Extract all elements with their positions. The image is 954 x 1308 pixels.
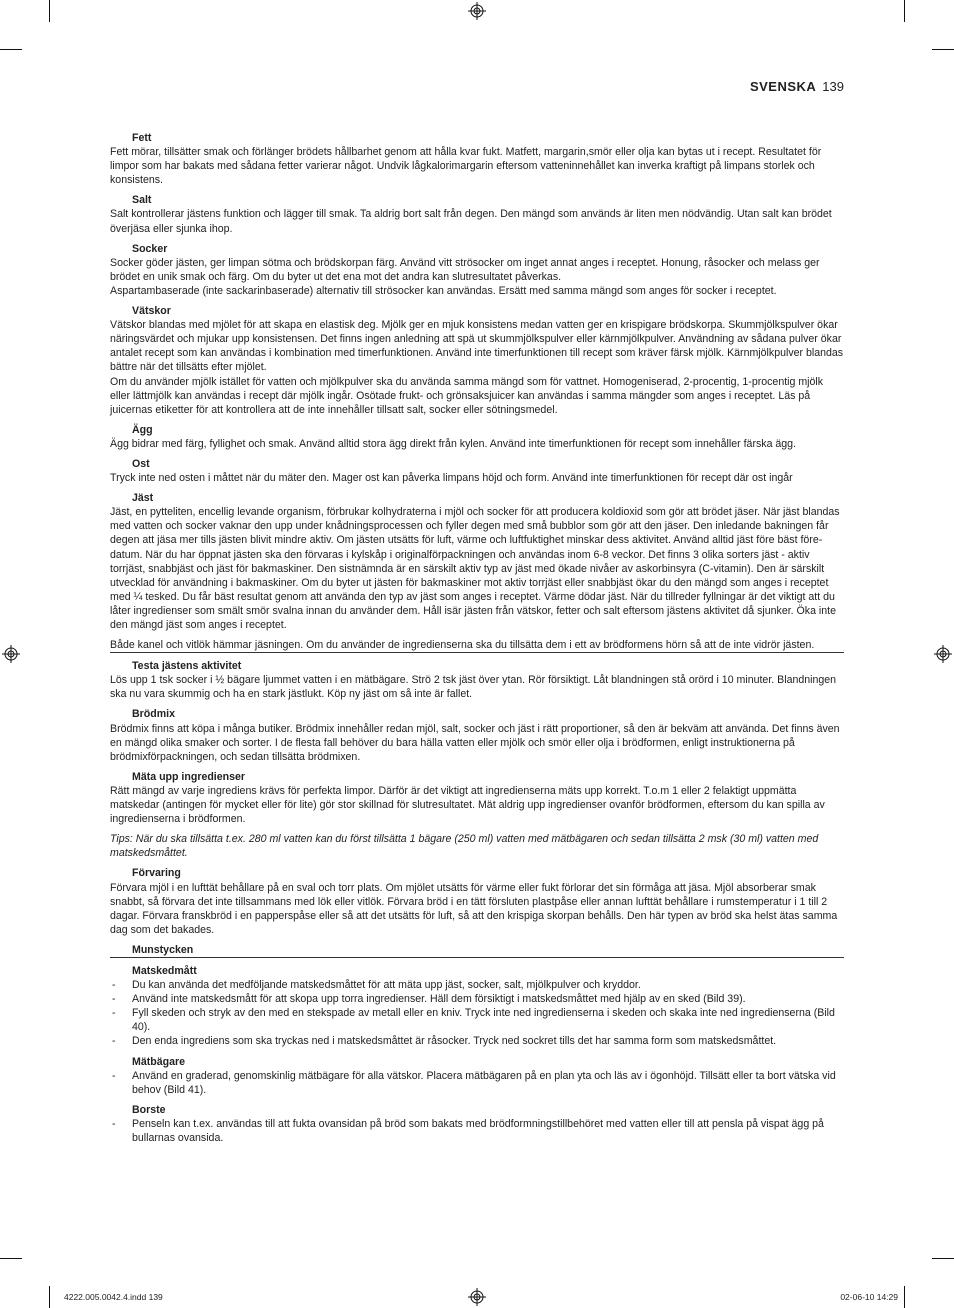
document-body <box>110 131 844 1151</box>
warning-note: Både kanel och vitlök hämmar jäsningen. Om du använder de ingredienserna ska du tillsätta dem i ett av brödformens hörn så att de inte vidrör jästen. <box>110 638 844 653</box>
section-heading: Fett <box>132 132 152 144</box>
footer-file-info: 4222.005.0042.4.indd 139 <box>64 1292 163 1302</box>
crop-mark <box>0 49 22 50</box>
page-number: 139 <box>822 79 844 94</box>
bullet-list <box>110 978 844 1048</box>
chapter-heading: Munstycken <box>110 943 844 958</box>
section-measuring-cup <box>110 1055 844 1097</box>
section-heading: Jäst <box>132 492 154 505</box>
paragraph: Socker göder jästen, ger limpan sötma och brödskorpan färg. Använd vitt strösocker om inget annat anges i receptet. Honung, råsocker och melass ger brödet en unik smak och färg. Om du byter ut det ena mot det andra kan slutresultatet påverkas. <box>110 256 820 283</box>
content-section <box>110 131 844 187</box>
section-heading: Vätskor <box>132 305 171 318</box>
paragraph: Aspartambaserade (inte sackarinbaserade) alternativ till strösocker kan användas. Ersätt med samma mängd som anges för socker i receptet. <box>110 284 777 297</box>
list-item: - Den enda ingrediens som ska tryckas ned i matskedsmåttet är råsocker. Tryck ned sockret tills det har samma form som matskedsmåttet. <box>110 1034 844 1048</box>
list-item: - Fyll skeden och stryk av den med en stekspade av metall eller en kniv. Tryck inte ned ingredienserna i skeden och skaka inte ned ingredienserna (Bild 40). <box>110 1006 844 1034</box>
paragraph: Brödmix finns att köpa i många butiker. Brödmix innehåller redan mjöl, salt, socker och jäst i rätt proportioner, så den är bekväm att använda. Det finns även en mängd olika smaker och sorter. I de flesta fall behöver du bara hälla vatten eller mjölk och smör eller olja i brödformen, enligt instruktionerna på brödmixförpackningen, och sedan tillsätta brödmixen. <box>110 722 840 763</box>
crop-mark <box>49 0 50 22</box>
paragraph: Ägg bidrar med färg, fyllighet och smak. Använd alltid stora ägg direkt från kylen. Använd inte timerfunktionen för recept som innehåller färska ägg. <box>110 437 797 450</box>
content-section <box>110 770 844 826</box>
section-brush <box>110 1103 844 1145</box>
content-section <box>110 491 844 632</box>
paragraph: Lös upp 1 tsk socker i ½ bägare ljummet vatten i en mätbägare. Strö 2 tsk jäst över ytan. Rör försiktigt. Låt blandningen stå orörd i 10 minuter. Blandningen ska nu vara skummig och ha en stark jästlukt. Köp ny jäst om så inte är fallet. <box>110 674 837 701</box>
paragraph: Fett mörar, tillsätter smak och förlänger brödets hållbarhet genom att hålla kvar fukt. Matfett, margarin,smör eller olja kan bytas ut i recept. Resultatet för limpor som har bakats med sådana fetter varierar något. Undvik lågkalorimargarin eftersom vatteninnehållet kan inverka kraftigt på limpans storlek och konsistens. <box>110 146 822 187</box>
section-heading: Ägg <box>132 423 153 436</box>
paragraph: Salt kontrollerar jästens funktion och lägger till smak. Ta aldrig bort salt från degen. Den mängd som används är liten men nödvändig. Utan salt kan brödet överjäsa eller sjunka ihop. <box>110 208 832 235</box>
registration-mark-icon <box>2 645 20 663</box>
section-storage <box>110 866 844 936</box>
paragraph: Förvara mjöl i en lufttät behållare på en sval och torr plats. Om mjölet utsätts för värme eller fukt förlorar det sin förmåga att jäsa. Mjöl absorberar smak snabbt, så förvara det inte tillsammans med lök eller vitlök. Förvara bröd i en tätt försluten plastpåse eller annan lufttät behållare i rumstemperatur i 1 till 2 dagar. Förvara franskbröd i en papperspåse eller så att det utsätts för luft, så att den krispiga skorpan behålls. Den här typen av bröd ska helst ätas samma dag som det bakades. <box>110 881 838 936</box>
content-section <box>110 457 844 485</box>
registration-mark-icon <box>468 1288 486 1306</box>
paragraph: Vätskor blandas med mjölet för att skapa en elastisk deg. Mjölk ger en mjuk konsistens medan vatten ger en krispigare brödskorpa. Skummjölkspulver ökar näringsvärdet och mjukar upp konsistensen. Det finns ingen anledning att spä ut skummjölkspulver eller kärnmjölkpulver. Användning av sådana pulver ökar antalet recept som kan användas i kombination med timerfunktionen. Använd inte timerfunktionen till recept som kräver färsk mjölk. Kärnmjölkpulver blandas bättre när det tillsätts efter mjölet. <box>110 319 844 374</box>
section-heading: Ost <box>132 457 150 470</box>
content-section <box>110 193 844 235</box>
section-heading: Salt <box>132 194 152 207</box>
registration-mark-icon <box>934 645 952 663</box>
crop-mark <box>0 1258 22 1259</box>
list-item: - Använd inte matskedsmått för att skopa upp torra ingredienser. Häll dem försiktigt i matskedsmåttet med hjälp av en sked (Bild 39). <box>110 992 844 1006</box>
list-item: - Använd en graderad, genomskinlig mätbägare för alla vätskor. Placera mätbägaren på en plan yta och läs av i ögonhöjd. Tillsätt eller ta bort vätska vid behov (Bild 41). <box>110 1069 844 1097</box>
bullet-list <box>110 1117 844 1145</box>
crop-mark <box>932 1258 954 1259</box>
section-heading: Mätbägare <box>132 1055 185 1068</box>
paragraph: Om du använder mjölk istället för vatten och mjölkpulver ska du använda samma mängd som för vattnet. Homogeniserad, 2-procentig, 1-procentig mjölk eller lättmjölk kan användas i recept där mjölk ingår. Osötade frukt- och grönsaksjuicer kan användas i samma mängder som anges i receptet. Läs på juicernas etiketter för att kontrollera att de inte innehåller tillsatt salt, socker eller sötningsmedel. <box>110 375 824 416</box>
list-item: - Du kan använda det medföljande matskedsmåttet för att mäta upp jäst, socker, salt, mjölkpulver och kryddor. <box>110 978 844 992</box>
content-section <box>110 423 844 451</box>
content-section <box>110 304 844 417</box>
paragraph: Jäst, en pytteliten, encellig levande organism, förbrukar kolhydraterna i mjöl och socker för att producera koldioxid som gör att brödet jäser. När jäst blandas med vatten och socker vaknar den upp under knådningsprocessen och fyller degen med små bubblor som gör att den jäser. Den inledande bakningen får degen att jäsa mer tills jästen blivit mindre aktiv. Om jästen utsätts för luft, värme och luftfuktighet minskar dess aktivitet. Använd alltid jäst före bäst före-datum. När du har öppnat jästen ska den förvaras i kylskåp i originalförpackningen och användas inom 6-8 veckor. Det finns 3 olika sorters jäst - aktiv torrjäst, snabbjäst och jäst för bakmaskiner. Den sistnämnda är en särskilt aktiv typ av jäst med ökade nivåer av askorbinsyra (C-vitamin). Den är särskilt utvecklad för användning i bakmaskiner. Om du byter ut jästen för bakmaskiner mot aktiv torrjäst eller snabbjäst ökar du den mängd som anges i receptet med ¼ tesked. Du får bäst resultat genom att använda den typ av jäst som anges i receptet. Värme dödar jäst. När du tillreder fyllningar är det viktigt att du låter ingredienser som smält smör svalna innan du använder dem. Håll isär jästen från vätskor, fetter och salt eftersom jästens aktivitet då sjunker. Öka inte den mängd jäst som anges i receptet. <box>110 506 840 631</box>
registration-mark-icon <box>468 2 486 20</box>
section-tablespoon <box>110 964 844 1049</box>
bullet-list <box>110 1069 844 1097</box>
section-heading: Borste <box>132 1103 166 1116</box>
paragraph: Rätt mängd av varje ingrediens krävs för perfekta limpor. Därför är det viktigt att ingredienserna mäts upp korrekt. T.o.m 1 eller 2 felaktigt uppmätta matskedar (antingen för mycket eller för lite) gör stor skillnad för slutresultatet. Mät aldrig upp ingredienser ovanför brödformen, eftersom du kan spilla av ingredienserna i brödformen. <box>110 784 825 826</box>
language-label: SVENSKA <box>749 79 817 94</box>
list-item: - Penseln kan t.ex. användas till att fukta ovansidan på bröd som bakats med brödformningstillbehöret med vatten eller till att pensla på vispat ägg på bullarnas ovansida. <box>110 1117 844 1145</box>
crop-mark <box>49 1286 50 1308</box>
footer-date: 02-06-10 14:29 <box>840 1292 898 1302</box>
section-heading: Socker <box>132 242 168 255</box>
page-header <box>750 79 844 94</box>
crop-mark <box>904 1286 905 1308</box>
paragraph: Tryck inte ned osten i måttet när du mäter den. Mager ost kan påverka limpans höjd och form. Använd inte timerfunktionen för recept där ost ingår <box>110 472 793 485</box>
content-section <box>110 707 844 763</box>
section-heading: Testa jästens aktivitet <box>132 660 242 673</box>
section-heading: Matskedmått <box>132 964 197 977</box>
section-heading: Brödmix <box>132 708 175 721</box>
content-section <box>110 659 844 701</box>
crop-mark <box>932 49 954 50</box>
crop-mark <box>904 0 905 22</box>
tip-note: Tips: När du ska tillsätta t.ex. 280 ml vatten kan du först tillsätta 1 bägare (250 ml) vatten med mätbägaren och sedan tillsätta 2 msk (30 ml) vatten med matskedsmåttet. <box>110 833 819 860</box>
section-heading: Förvaring <box>132 867 181 880</box>
section-heading: Mäta upp ingredienser <box>132 770 246 783</box>
content-section <box>110 242 844 298</box>
